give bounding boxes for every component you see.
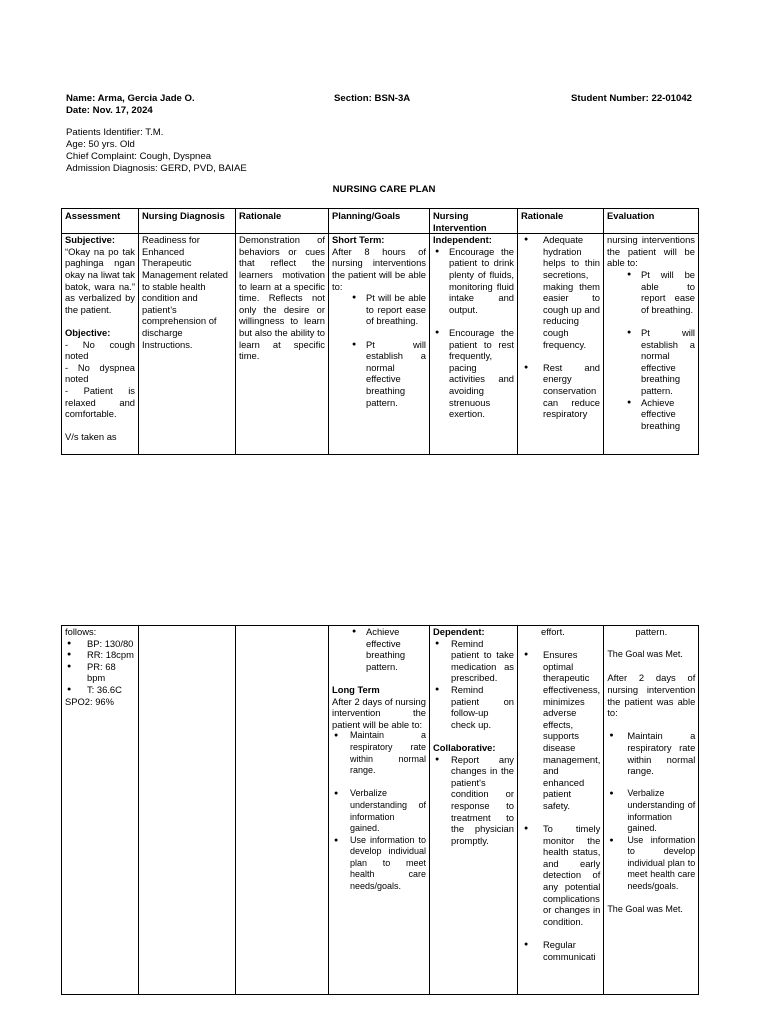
rationale-item: ● Regular communicati xyxy=(521,939,600,962)
long-term-goal-item: ● Maintain a respiratory rate within normal range. xyxy=(332,730,426,776)
patient-identifier: Patients Identifier: T.M. xyxy=(66,127,164,138)
short-term-text: After 8 hours of nursing interventions the patient will be able to: xyxy=(332,245,426,292)
admission-diagnosis: Admission Diagnosis: GERD, PVD, BAIAE xyxy=(66,163,247,174)
subjective-label: Subjective: xyxy=(65,234,116,246)
table-row xyxy=(62,234,699,455)
planning-cell xyxy=(329,626,430,995)
vital-item: ● PR: 68 bpm xyxy=(65,661,135,684)
column-header: Assessment xyxy=(62,209,139,234)
spo2-value: SPO2: 96% xyxy=(65,695,114,707)
goal-met: The Goal was Met. xyxy=(607,904,683,915)
intervention-cell xyxy=(430,626,518,995)
diagnosis-cell xyxy=(139,626,236,995)
table-row xyxy=(62,626,699,995)
assessment-cell xyxy=(62,234,139,455)
long-term-label: Long Term xyxy=(332,683,380,695)
column-header: Nursing Diagnosis xyxy=(139,209,236,234)
long-term-text: After 2 days of nursing intervention the patient will be able to: xyxy=(332,695,426,730)
assessment-cell xyxy=(62,626,139,995)
rationale-item: ● Ensures optimal therapeutic effectiveness, minimizes adverse effects, supports disease management, and enhanced patient safety. xyxy=(521,649,600,811)
objective-line: - No cough noted xyxy=(65,338,135,362)
short-term-label: Short Term: xyxy=(332,234,385,246)
rationale-item: ● To timely monitor the health status, and early detection of any potential complications or changes in condition. xyxy=(521,823,600,927)
rationale-text: Demonstration of behaviors or cues that reflect the learners motivation to learn at a specific time. Reflects not only the desire or willingness to learn but also the ability to learn at specific time. xyxy=(239,234,325,362)
planning-goal-item: ● Pt will establish a normal effective breathing pattern. xyxy=(332,339,426,409)
rationale-item: ● Rest and energy conservation can reduce respiratory xyxy=(521,362,600,420)
column-header: Evaluation xyxy=(604,209,699,234)
chief-complaint: Chief Complaint: Cough, Dyspnea xyxy=(66,151,212,162)
evaluation-pattern: pattern. xyxy=(635,626,668,637)
collaborative-label: Collaborative: xyxy=(433,741,496,753)
document-title: NURSING CARE PLAN xyxy=(332,184,436,195)
rationale2-cell xyxy=(518,234,604,455)
long-term-goal-item: ● Use information to develop individual plan to meet health care needs/goals. xyxy=(332,835,426,893)
evaluation-after-text: After 2 days of nursing intervention the patient was able to: xyxy=(607,672,696,719)
objective-line: - No dyspnea noted xyxy=(65,361,135,385)
student-name: Name: Arma, Gercia Jade O. xyxy=(66,93,195,104)
column-header: Planning/Goals xyxy=(329,209,430,234)
care-plan-table-part-1 xyxy=(61,208,699,455)
intervention-item: ● Remind patient to take medication as prescribed. xyxy=(433,638,514,684)
evaluation-item: ● Maintain a respiratory rate within normal range. xyxy=(607,730,695,776)
column-header: Nursing Intervention xyxy=(430,209,518,234)
rationale-effort: effort. xyxy=(541,626,565,637)
rationale2-cell xyxy=(518,626,604,995)
rationale-item: ● Adequate hydration helps to thin secretions, making them easier to cough up and reducing cough frequency. xyxy=(521,234,600,350)
planning-goal-item: ● Achieve effective breathing pattern. xyxy=(332,626,426,672)
vital-item: ● RR: 18cpm xyxy=(65,649,135,661)
patient-age: Age: 50 yrs. Old xyxy=(66,139,135,150)
rationale-cell xyxy=(236,234,329,455)
table-header-row xyxy=(62,209,699,234)
long-term-goal-item: ● Verbalize understanding of information gained. xyxy=(332,788,426,834)
care-plan-table-part-2 xyxy=(61,625,699,995)
evaluation-item: ● Pt will establish a normal effective breathing pattern. xyxy=(607,327,695,397)
evaluation-item: ● Use information to develop individual plan to meet health care needs/goals. xyxy=(607,835,695,893)
patient-info xyxy=(66,127,247,175)
vital-item: ● BP: 130/80 xyxy=(65,638,135,650)
intervention-cell xyxy=(430,234,518,455)
independent-label: Independent: xyxy=(433,234,492,246)
diagnosis-text: Readiness for Enhanced Therapeutic Management related to stable health condition and patient’s comprehension of discharge Instructions. xyxy=(142,234,228,350)
evaluation-cell xyxy=(604,234,699,455)
intervention-item: ● Encourage the patient to drink plenty of fluids, monitoring fluid intake and output. xyxy=(433,246,514,316)
intervention-item: ● Encourage the patient to rest frequently, pacing activities and avoiding strenuous exertion. xyxy=(433,327,514,420)
evaluation-cell xyxy=(604,626,699,995)
intervention-item: ● Report any changes in the patient's condition or response to treatment to the physician promptly. xyxy=(433,754,514,847)
document-date: Date: Nov. 17, 2024 xyxy=(66,105,153,116)
planning-cell xyxy=(329,234,430,455)
evaluation-item: ● Verbalize understanding of information gained. xyxy=(607,788,695,834)
objective-label: Objective: xyxy=(65,326,111,338)
evaluation-intro: nursing interventions the patient will be able to: xyxy=(607,234,695,269)
vitals-follows: follows: xyxy=(65,626,97,637)
section: Section: BSN-3A xyxy=(334,93,411,104)
goal-met: The Goal was Met. xyxy=(607,649,683,660)
column-header: Rationale xyxy=(518,209,604,234)
objective-line: - Patient is relaxed and comfortable. xyxy=(65,384,135,420)
column-header: Rationale xyxy=(236,209,329,234)
planning-goal-item: ● Pt will be able to report ease of breathing. xyxy=(332,292,426,327)
evaluation-item: ● Pt will be able to report ease of breathing. xyxy=(607,269,695,315)
intervention-item: ● Remind patient on follow-up check up. xyxy=(433,684,514,730)
rationale-cell xyxy=(236,626,329,995)
vital-item: ● T: 36.6C xyxy=(65,684,135,696)
vitals-intro: V/s taken as xyxy=(65,431,117,443)
student-number: Student Number: 22-01042 xyxy=(571,93,693,104)
subjective-text: “Okay na po tak paghinga ngan okay na liwat tak batok, wara na.” as verbalized by the patient. xyxy=(65,245,135,315)
evaluation-item: ● Achieve effective breathing xyxy=(607,397,695,432)
dependent-label: Dependent: xyxy=(433,626,485,637)
diagnosis-cell xyxy=(139,234,236,455)
